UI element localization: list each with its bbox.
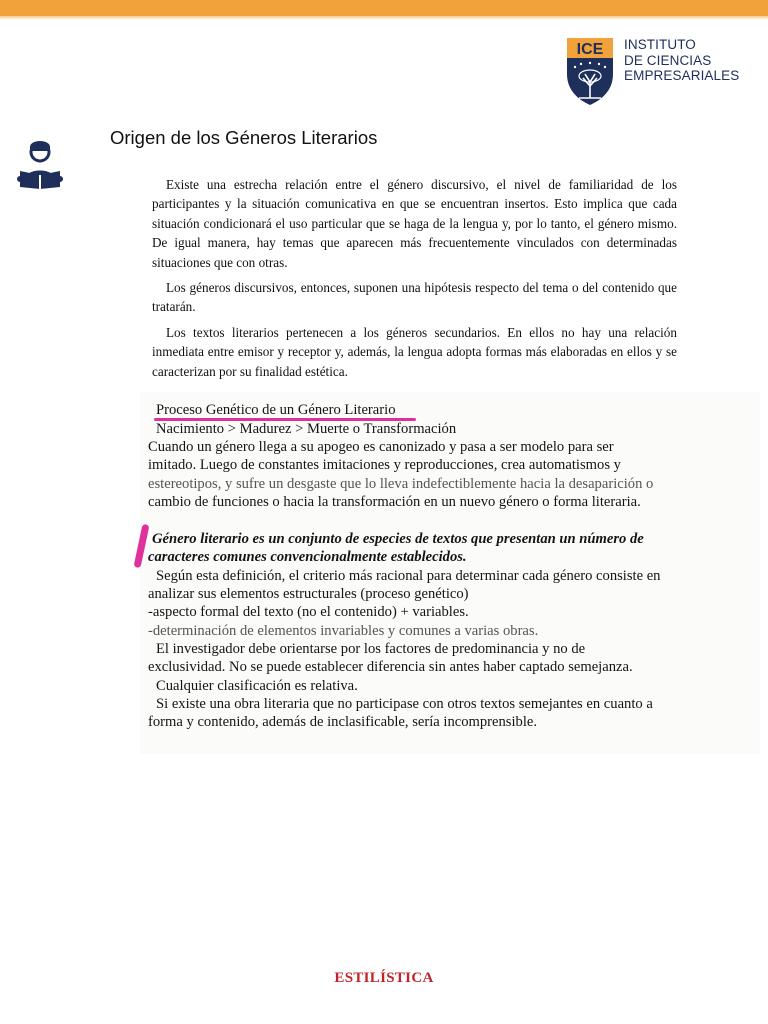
scan-line: -aspecto formal del texto (no el contenido) + variables.: [148, 604, 469, 620]
scan-line: Cuando un género llega a su apogeo es canonizado y pasa a ser modelo para ser: [148, 439, 614, 455]
logo-wordmark: [624, 37, 739, 84]
logo-line-2: DE CIENCIAS: [624, 52, 712, 68]
scan-line: estereotipos, y sufre un desgaste que lo lleva indefectiblemente hacia la desaparición o: [148, 476, 654, 492]
scan-line: Según esta definición, el criterio más racional para determinar cada género consiste en: [156, 568, 661, 584]
paragraph: Existe una estrecha relación entre el género discursivo, el nivel de familiaridad de los participantes y la situación comunicativa en que se encuentran insertos. Esto implica que cada situación condicionará el uso particular que se haga de la lengua y, por lo tanto, el género mismo. De igual manera, hay temas que aparecen más frecuentemente vinculados con determinadas situaciones que con otras.: [152, 177, 677, 270]
scan-line: Si existe una obra literaria que no participase con otros textos semejantes en cuanto a: [156, 696, 653, 712]
logo-acronym: ICE: [576, 41, 604, 58]
scan-line: exclusividad. No se puede establecer diferencia sin antes haber captado semejanza.: [148, 659, 633, 675]
paragraph: Los géneros discursivos, entonces, suponen una hipótesis respecto del tema o del contenido que tratarán.: [152, 280, 677, 315]
scan-line: cambio de funciones o hacia la transformación en un nuevo género o forma literaria.: [148, 494, 641, 510]
paragraph: Los textos literarios pertenecen a los géneros secundarios. En ellos no hay una relación inmediata entre emisor y receptor y, además, la lengua adopta formas más elaboradas en ellos y se caracterizan por su finalidad estética.: [152, 324, 677, 379]
scan-line: forma y contenido, además de inclasificable, sería incomprensible.: [148, 714, 538, 730]
page-title: Origen de los Géneros Literarios: [110, 127, 378, 148]
footer-label: ESTILÍSTICA: [334, 970, 434, 986]
scan-line: Nacimiento > Madurez > Muerte o Transformación: [156, 421, 457, 437]
scan-heading: Proceso Genético de un Género Literario: [156, 402, 396, 418]
body-text: [152, 175, 677, 387]
scanned-excerpt: [140, 392, 760, 754]
top-bar-shadow: [0, 16, 768, 20]
scan-line: imitado. Luego de constantes imitaciones y reproducciones, crea automatismos y: [148, 457, 621, 473]
scan-line: -determinación de elementos invariables y comunes a varias obras.: [148, 623, 539, 639]
logo-line-3: EMPRESARIALES: [624, 68, 740, 83]
scan-line: Cualquier clasificación es relativa.: [156, 678, 358, 694]
ice-logo: [565, 36, 745, 108]
scan-definition: caracteres comunes convencionalmente establecidos.: [148, 549, 467, 565]
logo-line-1: INSTITUTO: [624, 37, 696, 52]
scan-line: analizar sus elementos estructurales (proceso genético): [148, 586, 469, 602]
shield-tree-logo: [565, 36, 615, 106]
top-accent-bar: [0, 0, 768, 16]
reader-icon: [16, 135, 64, 189]
scan-line: El investigador debe orientarse por los factores de predominancia y no de: [156, 641, 586, 657]
scan-definition: Género literario es un conjunto de especies de textos que presentan un número de: [152, 531, 644, 547]
